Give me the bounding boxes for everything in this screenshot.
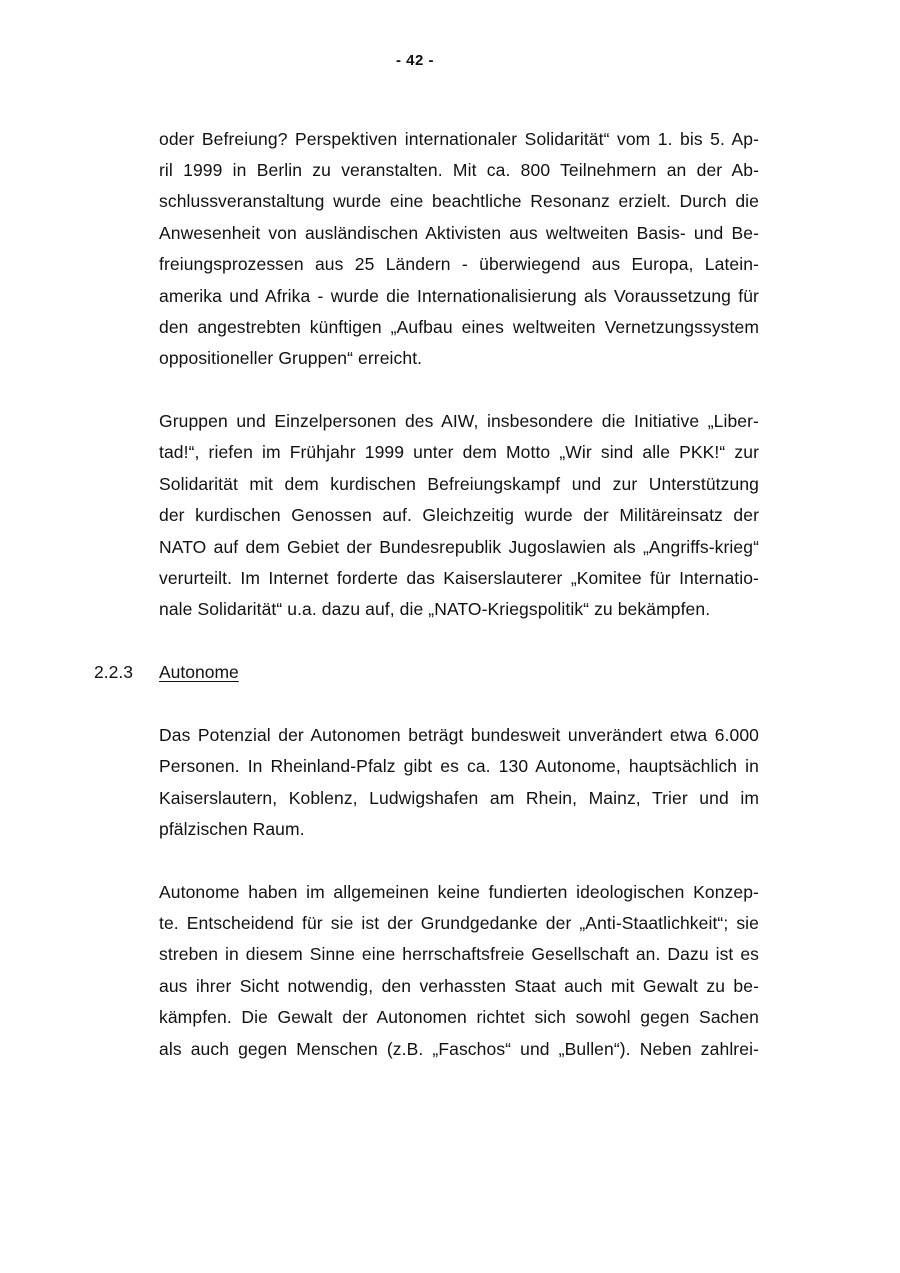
text-line: Solidarität mit dem kurdischen Befreiungskampf und zur Unterstützung <box>159 474 759 494</box>
text-line: verurteilt. Im Internet forderte das Kaiserslauterer „Komitee für Internatio- <box>159 568 759 588</box>
text-line: der kurdischen Genossen auf. Gleichzeitig wurde der Militäreinsatz der <box>159 505 759 525</box>
section-number: 2.2.3 <box>94 662 133 682</box>
text-line: te. Entscheidend für sie ist der Grundgedanke der „Anti-Staatlichkeit“; sie <box>159 913 759 933</box>
text-line: als auch gegen Menschen (z.B. „Faschos“ und „Bullen“). Neben zahlrei- <box>159 1039 759 1059</box>
text-line: Personen. In Rheinland-Pfalz gibt es ca. 130 Autonome, hauptsächlich in <box>159 756 759 776</box>
text-line: Gruppen und Einzelpersonen des AIW, insbesondere die Initiative „Liber- <box>159 411 759 431</box>
section-title: Autonome <box>159 662 239 682</box>
text-line: ril 1999 in Berlin zu veranstalten. Mit ca. 800 Teilnehmern an der Ab- <box>159 160 759 180</box>
text-line: streben in diesem Sinne eine herrschaftsfreie Gesellschaft an. Dazu ist es <box>159 944 759 964</box>
text-line: oder Befreiung? Perspektiven internationaler Solidarität“ vom 1. bis 5. Ap- <box>159 129 759 149</box>
text-line: Anwesenheit von ausländischen Aktivisten aus weltweiten Basis- und Be- <box>159 223 759 243</box>
text-line: oppositioneller Gruppen“ erreicht. <box>159 348 423 368</box>
text-line: pfälzischen Raum. <box>159 819 305 839</box>
text-line: Kaiserslautern, Koblenz, Ludwigshafen am Rhein, Mainz, Trier und im <box>159 788 759 808</box>
text-line: NATO auf dem Gebiet der Bundesrepublik Jugoslawien als „Angriffs-krieg“ <box>159 537 759 557</box>
text-line: freiungsprozessen aus 25 Ländern - überwiegend aus Europa, Latein- <box>159 254 759 274</box>
text-line: schlussveranstaltung wurde eine beachtliche Resonanz erzielt. Durch die <box>159 191 759 211</box>
text-line: kämpfen. Die Gewalt der Autonomen richtet sich sowohl gegen Sachen <box>159 1007 759 1027</box>
text-line: nale Solidarität“ u.a. dazu auf, die „NATO-Kriegspolitik“ zu bekämpfen. <box>159 599 711 619</box>
text-line: aus ihrer Sicht notwendig, den verhassten Staat auch mit Gewalt zu be- <box>159 976 759 996</box>
text-line: den angestrebten künftigen „Aufbau eines weltweiten Vernetzungssystem <box>159 317 759 337</box>
text-line: amerika und Afrika - wurde die Internationalisierung als Voraussetzung für <box>159 286 759 306</box>
text-line: Das Potenzial der Autonomen beträgt bundesweit unverändert etwa 6.000 <box>159 725 759 745</box>
text-line: Autonome haben im allgemeinen keine fundierten ideologischen Konzep- <box>159 882 759 902</box>
page-number: - 42 - <box>395 52 434 69</box>
text-line: tad!“, riefen im Frühjahr 1999 unter dem Motto „Wir sind alle PKK!“ zur <box>159 442 759 462</box>
